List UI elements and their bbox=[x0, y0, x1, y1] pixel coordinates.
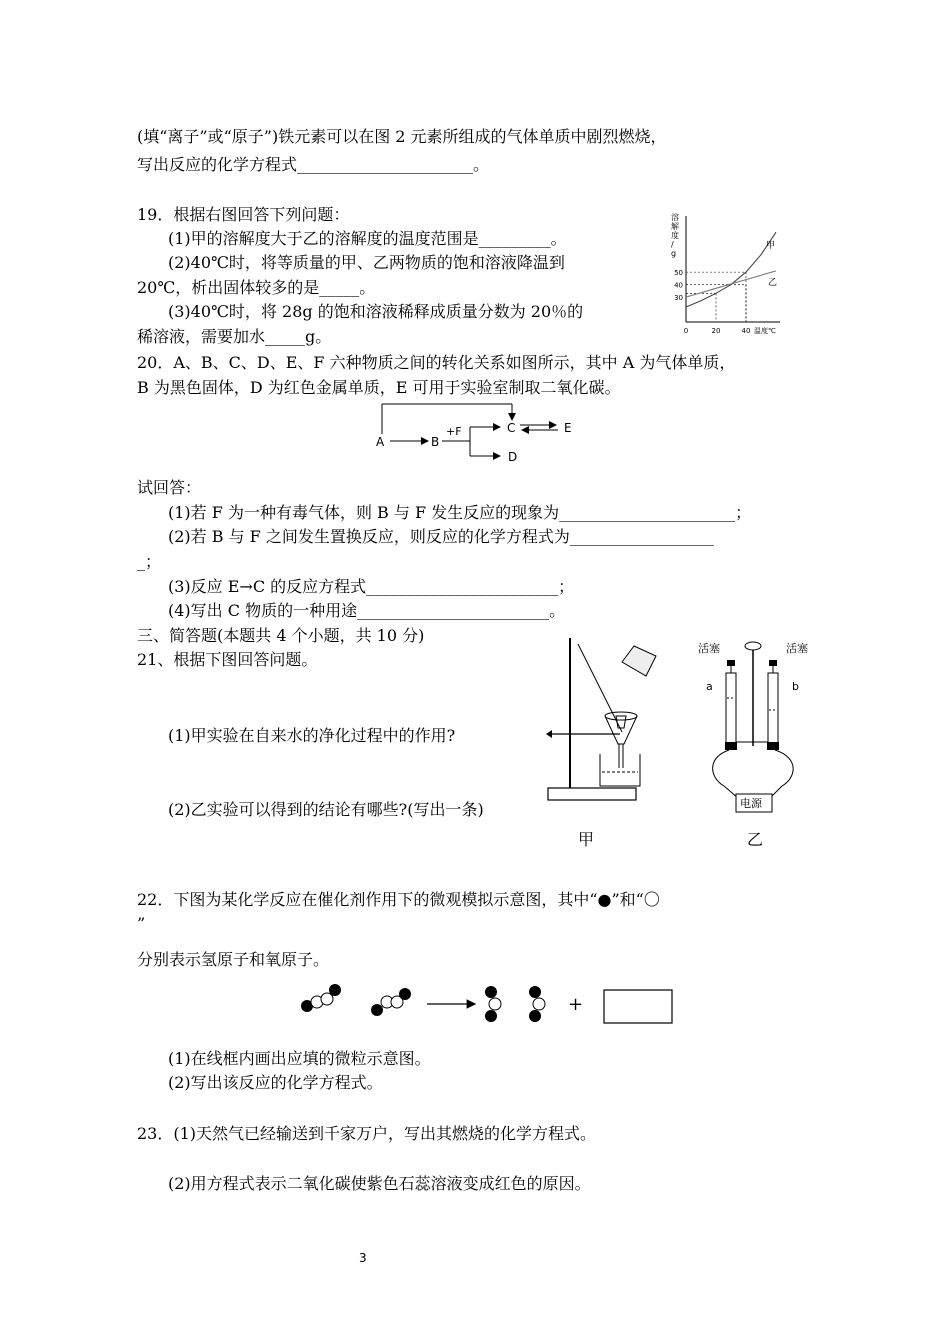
label-b: b bbox=[792, 680, 799, 693]
section-3-heading: 三、简答题(本题共 4 个小题，共 10 分) bbox=[137, 626, 425, 645]
q20-part1: (1)若 F 为一种有毒气体，则 B 与 F 发生反应的现象为______________________； bbox=[168, 503, 752, 522]
q20-part4: (4)写出 C 物质的一种用途________________________。 bbox=[168, 601, 566, 620]
series-line-1 bbox=[686, 271, 776, 297]
q22-part2: (2)写出该反应的化学方程式。 bbox=[168, 1073, 383, 1092]
filtration-apparatus bbox=[538, 636, 648, 816]
y-tick-label: 40 bbox=[674, 281, 683, 290]
valve-right-label: 活塞 bbox=[786, 642, 808, 655]
q22-part1: (1)在线框内画出应填的微粒示意图。 bbox=[168, 1049, 431, 1068]
label-yi: 乙 bbox=[747, 830, 764, 849]
q20-ask: 试回答： bbox=[137, 478, 202, 497]
y-tick-label: 50 bbox=[674, 269, 683, 278]
y-axis-label-char: 解 bbox=[671, 222, 679, 231]
q21-part2: (2)乙实验可以得到的结论有哪些?(写出一条) bbox=[168, 800, 484, 819]
micro-model-diagram bbox=[295, 982, 685, 1032]
q23-part1: 23．(1)天然气已经输送到千家万户，写出其燃烧的化学方程式。 bbox=[137, 1124, 597, 1143]
electrolysis-apparatus bbox=[696, 638, 826, 813]
q19-part3b: 稀溶液，需要加水_____g。 bbox=[137, 327, 332, 346]
page-number: 3 bbox=[359, 1251, 367, 1265]
node-b: B bbox=[431, 435, 440, 449]
node-a: A bbox=[376, 435, 385, 449]
q22-stem1-cont: ” bbox=[137, 914, 146, 933]
series-label-0: 甲 bbox=[766, 241, 776, 252]
y-axis-label-char: / bbox=[671, 240, 674, 249]
q19-part3a: (3)40℃时，将 28g 的饱和溶液稀释成质量分数为 20％的 bbox=[168, 302, 584, 321]
node-c: C bbox=[507, 421, 516, 435]
series-line-0 bbox=[686, 232, 776, 307]
q19-part2a: (2)40℃时，将等质量的甲、乙两物质的饱和溶液降温到 bbox=[168, 253, 565, 272]
q19-stem: 19．根据右图回答下列问题： bbox=[137, 205, 350, 224]
valve-left-label: 活塞 bbox=[698, 642, 720, 655]
q19-part2b: 20℃，析出固体较多的是_____。 bbox=[137, 278, 376, 297]
node-d: D bbox=[508, 450, 518, 464]
q23-part2: (2)用方程式表示二氧化碳使紫色石蕊溶液变成红色的原因。 bbox=[168, 1174, 591, 1193]
x-tick-label: 40 bbox=[741, 327, 751, 335]
q21-stem: 21、根据下图回答问题。 bbox=[137, 650, 318, 669]
label-jia: 甲 bbox=[578, 830, 595, 849]
q19-part1: (1)甲的溶解度大于乙的溶解度的温度范围是_________。 bbox=[168, 229, 567, 248]
q22-stem1: 22．下图为某化学反应在催化剂作用下的微观模拟示意图，其中“●”和“〇 bbox=[137, 890, 660, 909]
label-a: a bbox=[706, 680, 713, 693]
q20-stem2: B 为黑色固体，D 为红色金属单质，E 可用于实验室制取二氧化碳。 bbox=[137, 378, 621, 397]
power-source-label: 电源 bbox=[740, 797, 762, 810]
series-label-1: 乙 bbox=[768, 277, 778, 288]
solubility-chart bbox=[668, 210, 788, 340]
conversion-diagram bbox=[370, 404, 590, 464]
y-axis-label-char: 度 bbox=[671, 231, 679, 240]
y-tick-label: 30 bbox=[674, 294, 683, 303]
q20-part2-cont: _； bbox=[137, 552, 162, 571]
y-axis-label-char: g bbox=[671, 249, 677, 258]
q20-part3: (3)反应 E→C 的反应方程式________________________； bbox=[168, 577, 575, 596]
q21-part1: (1)甲实验在自来水的净化过程中的作用? bbox=[168, 726, 456, 745]
q22-stem2: 分别表示氢原子和氧原子。 bbox=[137, 950, 330, 969]
q18-line2: 写出反应的化学方程式______________________。 bbox=[137, 155, 490, 174]
plus-sign: + bbox=[568, 994, 584, 1015]
q20-part2: (2)若 B 与 F 之间发生置换反应，则反应的化学方程式为__________________ bbox=[168, 527, 714, 546]
x-tick-label: 20 bbox=[711, 327, 721, 335]
node-e: E bbox=[564, 421, 572, 435]
q18-line1: (填“离子”或“原子”)铁元素可以在图 2 元素所组成的气体单质中剧烈燃烧， bbox=[137, 127, 667, 146]
x-tick-label: 0 bbox=[683, 327, 689, 335]
q20-stem1: 20．A、B、C、D、E、F 六种物质之间的转化关系如图所示，其中 A 为气体单质， bbox=[137, 353, 736, 372]
x-axis-label: 温度℃ bbox=[754, 327, 776, 335]
y-axis-label-char: 溶 bbox=[671, 213, 679, 222]
reagent-plus-f: +F bbox=[446, 425, 462, 438]
